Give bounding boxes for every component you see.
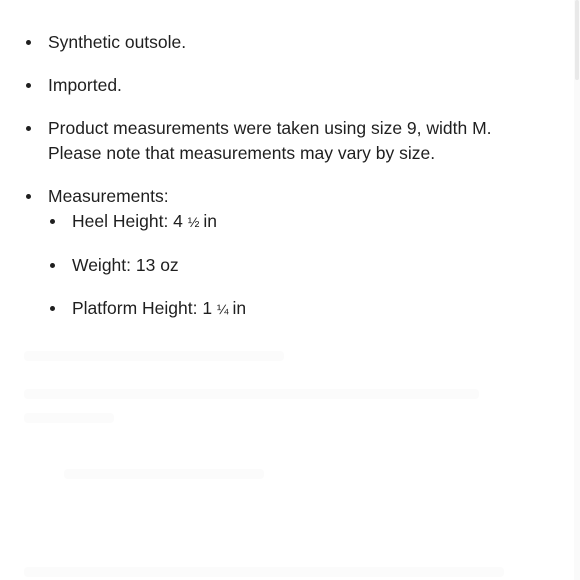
heel-height-fraction: ½	[187, 214, 199, 230]
weight-label: Weight: 13 oz	[72, 255, 179, 275]
platform-height-unit: in	[227, 298, 247, 318]
detail-text: Synthetic outsole.	[48, 32, 187, 52]
faded-line	[24, 351, 284, 361]
scrollbar-track[interactable]	[574, 0, 580, 580]
measurement-platform-height	[48, 296, 544, 322]
detail-item-measurement-note	[24, 116, 544, 166]
detail-text: Measurements:	[48, 186, 169, 206]
detail-item-imported	[24, 73, 544, 98]
scrollbar-thumb[interactable]	[575, 0, 579, 80]
detail-text: Product measurements were taken using size 9, width M. Please note that measurements may vary by size.	[48, 118, 492, 163]
measurements-sublist	[48, 209, 544, 322]
faded-line	[64, 469, 264, 479]
measurement-weight	[48, 253, 544, 278]
detail-item-outsole	[24, 30, 544, 55]
faded-line	[24, 413, 114, 423]
faded-line	[24, 389, 479, 399]
measurement-heel-height	[48, 209, 544, 235]
detail-text: Imported.	[48, 75, 122, 95]
detail-item-measurements	[24, 184, 544, 322]
heel-height-label: Heel Height: 4	[72, 211, 188, 231]
product-details-list	[24, 30, 544, 340]
heel-height-unit: in	[198, 211, 217, 231]
platform-height-fraction: ¼	[216, 301, 228, 317]
faded-content-area	[24, 345, 524, 575]
platform-height-label: Platform Height: 1	[72, 298, 217, 318]
faded-line	[24, 567, 504, 577]
